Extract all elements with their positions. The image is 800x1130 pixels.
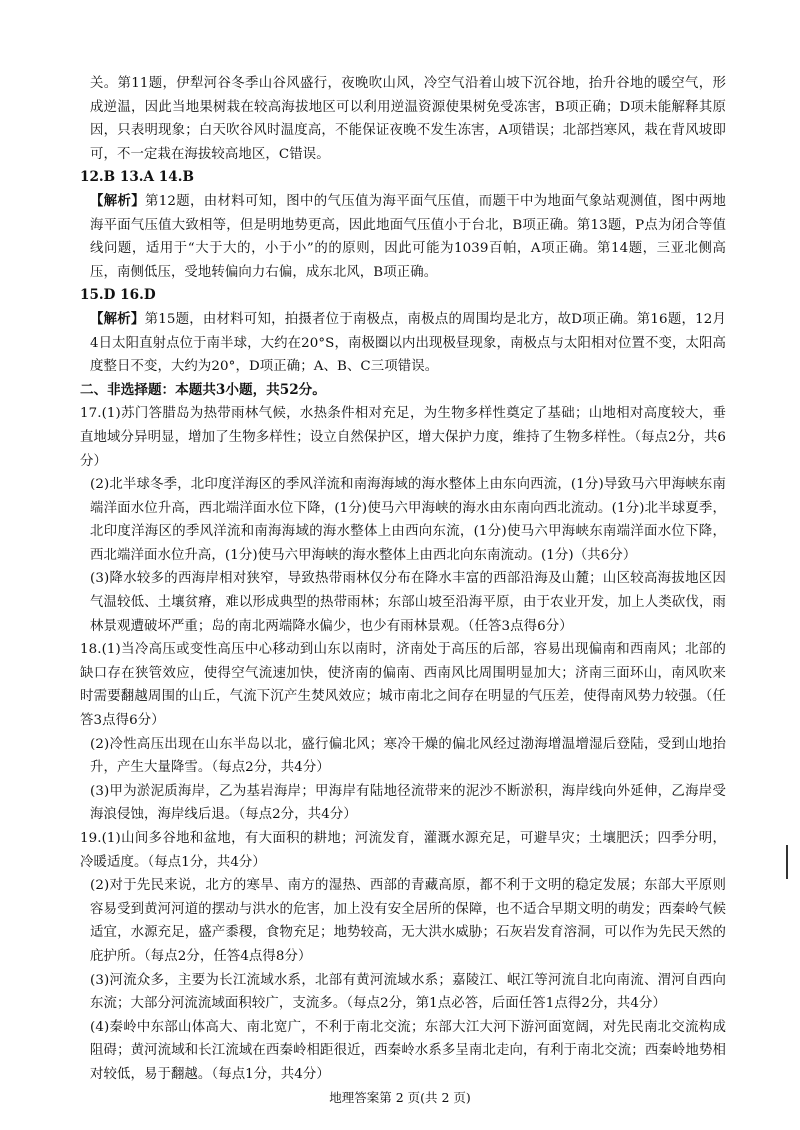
answer-paragraph: 19.(1)山间多谷地和盆地，有大面积的耕地；河流发育，灌溉水源充足，可避旱灾；土壤肥沃；四季分明，冷暖适度。（每点1分，共4分） — [80, 831, 726, 870]
explanation-text: 第12题，由材料可知，图中的气压值为海平面气压值，而题干中为地面气象站观测值，图中两地海平面气压值大致相等，但是明地势更高，因此地面气压值小于台北，B项正确。第13题，P点为闭合等值线问题，适用于“大于大的，小于小”的的原则，因此可能为1039百帕，A项正确。第14题，三亚北侧高压，南侧低压，受地转偏向力右偏，成东北风，B项正确。 — [90, 193, 726, 280]
answer-paragraph: (3)降水较多的西海岸相对狭窄，导致热带雨林仅分布在降水丰富的西部沿海及山麓；山区较高海拔地区因气温较低、土壤贫瘠，难以形成典型的热带雨林；东部山坡至沿海平原，由于农业开发，加上人类砍伐，雨林景观遭破坏严重；岛的南北两端降水偏少，也少有雨林景观。（任答3点得6分） — [90, 571, 726, 634]
answer-paragraph: 关。第11题，伊犁河谷冬季山谷风盛行，夜晚吹山风，冷空气沿着山坡下沉谷地，抬升谷地的暖空气，形成逆温，因此当地果树栽在较高海拔地区可以利用逆温资源使果树免受冻害，B项正确；D项未能解释其原因，只表明现象；白天吹谷风时温度高，不能保证夜晚不发生冻害，A项错误；北部挡寒风，栽在背风坡即可，不一定栽在海拔较高地区，C错误。 — [90, 76, 726, 162]
page-footer: 地理答案第 2 页(共 2 页) — [329, 1090, 471, 1105]
explanation-label: 【解析】 — [90, 310, 145, 327]
answer-paragraph: 18.(1)当冷高压或变性高压中心移动到山东以南时，济南处于高压的后部，容易出现偏南和西南风；北部的缺口存在狭管效应，使得空气流速加快，使济南的偏南、西南风比周围明显加大；济南三面环山，南风吹来时需要翻越周围的山丘，气流下沉产生焚风效应；城市南北之间存在明显的气压差，使得南风势力较强。（任答3点得6分） — [80, 642, 726, 729]
explanation-paragraph — [80, 308, 726, 379]
explanation-label: 【解析】 — [90, 192, 145, 209]
answer-paragraph: (3)河流众多，主要为长江流域水系，北部有黄河流域水系；嘉陵江、岷江等河流自北向南流、渭河自西向东流；大部分河流流域面积较广，支流多。（每点2分，第1点必答，后面任答1点得2分，共4分） — [90, 972, 726, 1012]
answer-content — [80, 72, 726, 1087]
answer-paragraph: (2)北半球冬季，北印度洋海区的季风洋流和南海海域的海水整体上由东向西流，(1分)导致马六甲海峡东南端洋面水位升高，西北端洋面水位下降，(1分)使马六甲海峡的海水由东南向西北流动。(1分)北半球夏季，北印度洋海区的季风洋流和南海海域的海水整体上由西向东流，(1分)使马六甲海峡东南端洋面水位下降，西北端洋面水位升高，(1分)使马六甲海峡的海水整体上由西北向东南流动。(1分)（共6分） — [90, 477, 726, 563]
answer-paragraph: (3)甲为淤泥质海岸，乙为基岩海岸；甲海岸有陆地径流带来的泥沙不断淤积，海岸线向外延伸，乙海岸受海浪侵蚀，海岸线后退。（每点2分，共4分） — [90, 783, 726, 823]
answer-paragraph: (2)冷性高压出现在山东半岛以北，盛行偏北风；寒冷干燥的偏北风经过渤海增温增湿后登陆，受到山地抬升，产生大量降雪。（每点2分，共4分） — [90, 736, 726, 776]
answer-paragraph: (2)对于先民来说，北方的寒旱、南方的湿热、西部的青藏高原，都不利于文明的稳定发展；东部大平原则容易受到黄河河道的摆动与洪水的危害，加上没有安全居所的保障，也不适合早期文明的萌发；西秦岭气候适宜，水源充足，盛产黍稷，食物充足；地势较高，无大洪水威胁；石灰岩发育溶洞，可以作为先民天然的庇护所。（每点2分，任答4点得8分） — [90, 878, 726, 964]
answer-key-line: 12.B 13.A 14.B — [80, 169, 194, 186]
explanation-text: 第15题，由材料可知，拍摄者位于南极点，南极点的周围均是北方，故D项正确。第16题，12月4日太阳直射点位于南半球，大约在20°S，南极圈以内出现极昼现象，南极点与太阳相对位置不变，太阳高度整日不变，大约为20°，D项正确；A、B、C三项错误。 — [90, 311, 726, 375]
explanation-paragraph — [80, 190, 726, 284]
binding-margin-mark — [786, 845, 788, 879]
section-heading: 二、非选择题：本题共3小题，共52分。 — [80, 381, 326, 398]
answer-key-line: 15.D 16.D — [80, 287, 156, 304]
answer-paragraph: (4)秦岭中东部山体高大、南北宽广，不利于南北交流；东部大江大河下游河面宽阔，对先民南北交流构成阻碍；黄河流域和长江流域在西秦岭相距很近，西秦岭水系多呈南北走向，有利于南北交流；西秦岭地势相对较低，易于翻越。（每点1分，共4分） — [90, 1019, 726, 1082]
answer-paragraph: 17.(1)苏门答腊岛为热带雨林气候，水热条件相对充足，为生物多样性奠定了基础；山地相对高度较大，垂直地域分异明显，增加了生物多样性；设立自然保护区，增大保护力度，维持了生物多样性。（每点2分，共6分） — [80, 406, 726, 469]
